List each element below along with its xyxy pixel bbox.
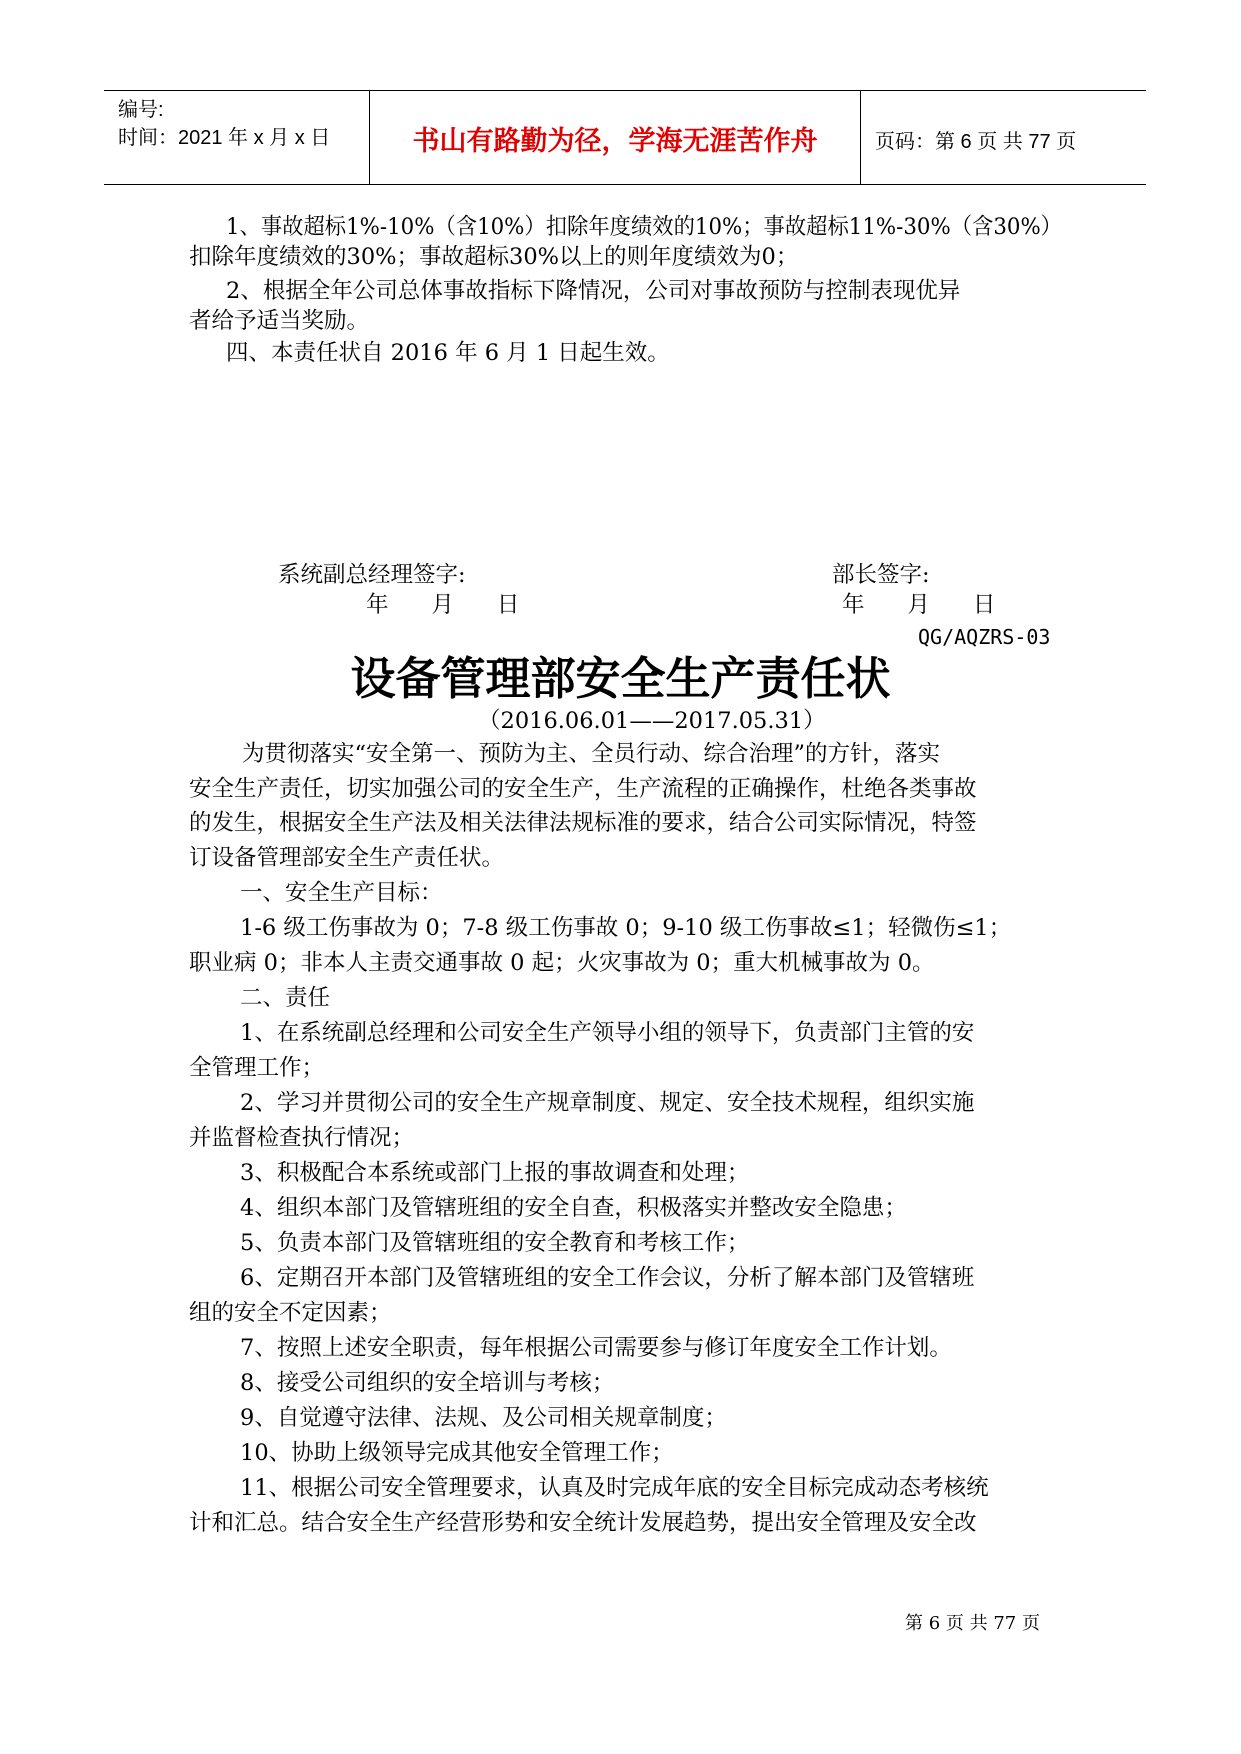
minister-signature-label: 部长签字:: [832, 562, 930, 588]
section-heading: 二、责任: [240, 985, 331, 1011]
serial-number-label: 编号:: [118, 99, 164, 121]
vp-signature-label: 系统副总经理签字:: [278, 562, 466, 588]
body-line: 4、组织本部门及管辖班组的安全自查，积极落实并整改安全隐患；: [240, 1195, 907, 1221]
body-line: 1、在系统副总经理和公司安全生产领导小组的领导下，负责部门主管的安: [240, 1020, 975, 1046]
header-motto-cell: [370, 91, 861, 184]
body-line: 计和汇总。结合安全生产经营形势和安全统计发展趋势，提出安全管理及安全改: [189, 1510, 977, 1536]
header-info-cell: [104, 91, 370, 184]
minister-signature-date: 年 月 日: [842, 592, 996, 618]
document-period: （2016.06.01——2017.05.31）: [478, 708, 826, 734]
body-line: 1-6 级工伤事故为 0；7-8 级工伤事故 0；9-10 级工伤事故≤1；轻微伤≤1；: [240, 915, 1012, 941]
body-line: 3、积极配合本系统或部门上报的事故调查和处理；: [240, 1160, 750, 1186]
body-line: 组的安全不定因素；: [189, 1300, 392, 1326]
prev-line: 扣除年度绩效的30%；事故超标30%以上的则年度绩效为0；: [189, 244, 799, 270]
prev-line: 1、事故超标1%-10%（含10%）扣除年度绩效的10%；事故超标11%-30%（含30%）: [226, 214, 1062, 240]
body-line: 5、负责本部门及管辖班组的安全教育和考核工作；: [240, 1230, 750, 1256]
prev-line: 者给予适当奖励。: [189, 308, 370, 334]
vp-signature-date: 年 月 日: [366, 592, 520, 618]
header-page-cell: [861, 91, 1146, 184]
body-line: 为贯彻落实“安全第一、预防为主、全员行动、综合治理”的方针，落实: [242, 741, 941, 767]
body-line: 并监督检查执行情况；: [189, 1125, 415, 1151]
header-page-number: 页码：第 6 页 共 77 页: [875, 131, 1077, 153]
body-line: 2、学习并贯彻公司的安全生产规章制度、规定、安全技术规程，组织实施: [240, 1090, 975, 1116]
body-line: 6、定期召开本部门及管辖班组的安全工作会议，分析了解本部门及管辖班: [240, 1265, 975, 1291]
body-line: 全管理工作；: [189, 1055, 325, 1081]
body-line: 9、自觉遵守法律、法规、及公司相关规章制度；: [240, 1405, 727, 1431]
section-heading: 一、安全生产目标：: [240, 880, 443, 906]
document-code: QG/AQZRS-03: [918, 625, 1051, 649]
body-line: 8、接受公司组织的安全培训与考核；: [240, 1370, 615, 1396]
page-header: [104, 90, 1146, 185]
body-line: 安全生产责任，切实加强公司的安全生产，生产流程的正确操作，杜绝各类事故: [189, 776, 977, 802]
body-line: 订设备管理部安全生产责任状。: [189, 845, 505, 871]
page-footer: 第 6 页 共 77 页: [905, 1613, 1040, 1634]
body-line: 10、协助上级领导完成其他安全管理工作；: [240, 1440, 674, 1466]
effective-date-line: 四、本责任状自 2016 年 6 月 1 日起生效。: [226, 340, 670, 366]
body-line: 11、根据公司安全管理要求，认真及时完成年底的安全目标完成动态考核统: [240, 1475, 989, 1501]
body-line: 7、按照上述安全职责，每年根据公司需要参与修订年度安全工作计划。: [240, 1335, 952, 1361]
prev-line: 2、根据全年公司总体事故指标下降情况，公司对事故预防与控制表现优异: [226, 278, 961, 304]
body-line: 的发生，根据安全生产法及相关法律法规标准的要求，结合公司实际情况，特签: [189, 810, 977, 836]
header-motto: 书山有路勤为径，学海无涯苦作舟: [412, 126, 818, 157]
document-title: 设备管理部安全生产责任状: [350, 652, 891, 705]
date-label: 时间：2021 年 x 月 x 日: [118, 127, 331, 149]
body-line: 职业病 0；非本人主责交通事故 0 起；火灾事故为 0；重大机械事故为 0。: [189, 950, 935, 976]
